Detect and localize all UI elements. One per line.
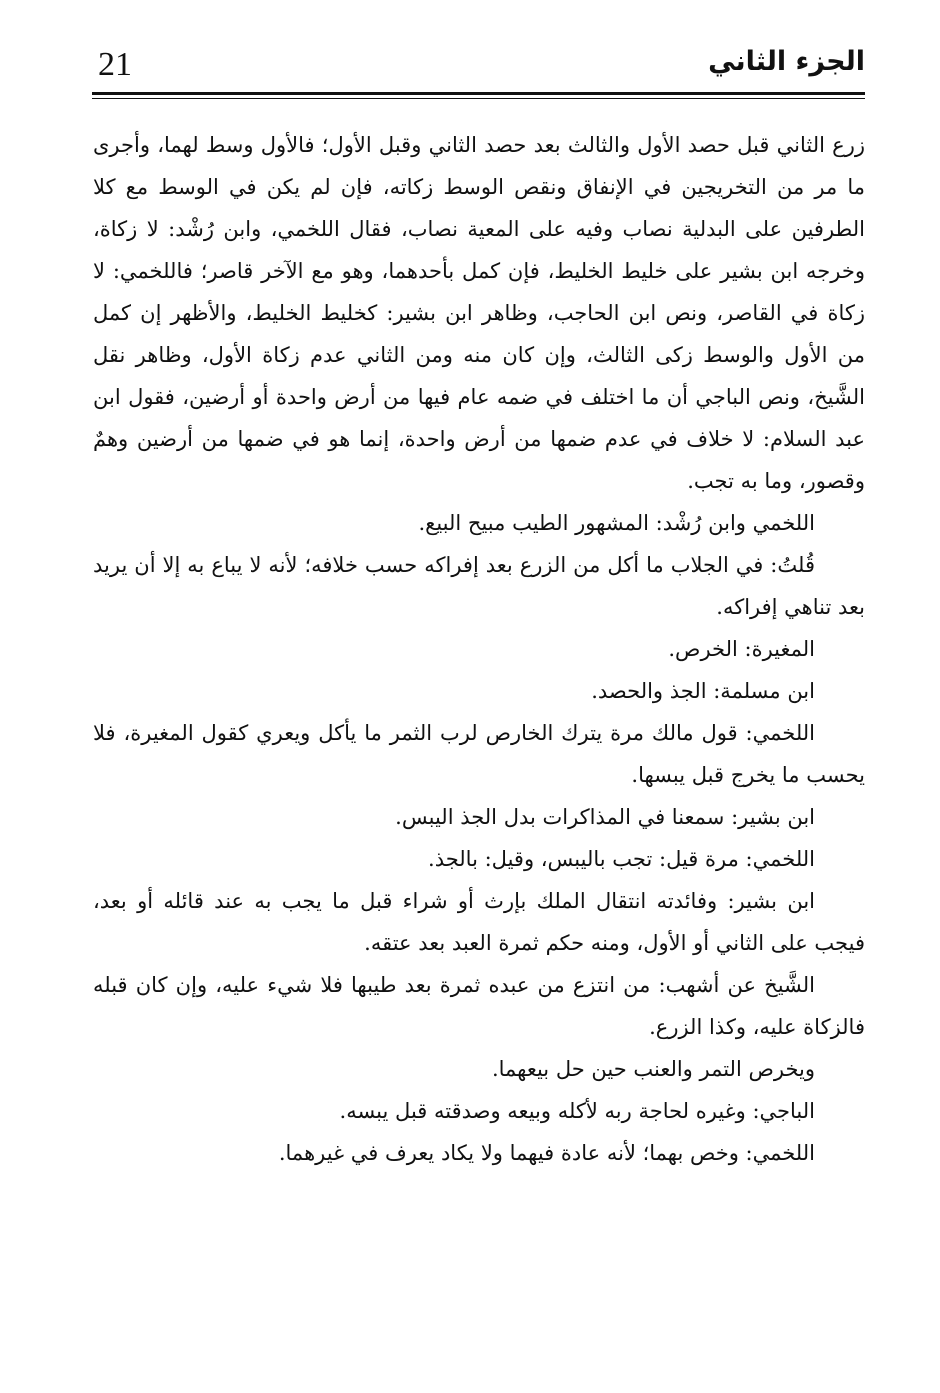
- running-title: الجزء الثاني: [708, 46, 865, 77]
- paragraph: اللخمي وابن رُشْد: المشهور الطيب مبيح البيع.: [418, 511, 815, 535]
- paragraph: اللخمي: مرة قيل: تجب باليبس، وقيل: بالجذ.: [428, 847, 815, 871]
- body-text: [93, 124, 865, 1174]
- paragraph: اللخمي: قول مالك مرة يترك الخارص لرب الثمر ما يأكل ويعري كقول المغيرة، فلا يحسب ما يخرج قبل يبسها.: [93, 721, 865, 787]
- page-number: 21: [98, 46, 132, 83]
- paragraph: الباجي: وغيره لحاجة ربه لأكله وبيعه وصدقته قبل يبسه.: [339, 1099, 815, 1123]
- paragraph: الشَّيخ عن أشهب: من انتزع من عبده ثمرة بعد طيبها فلا شيء عليه، وإن كان قبله فالزكاة عليه، وكذا الزرع.: [93, 973, 865, 1039]
- paragraph: ابن بشير: سمعنا في المذاكرات بدل الجذ اليبس.: [395, 805, 815, 829]
- paragraph: اللخمي: وخص بهما؛ لأنه عادة فيهما ولا يكاد يعرف في غيرهما.: [278, 1141, 815, 1165]
- paragraph: ابن بشير: وفائدته انتقال الملك بإرث أو شراء قبل ما يجب به عند قائله أو بعد، فيجب على الثاني أو الأول، ومنه حكم ثمرة العبد بعد عتقه.: [93, 889, 865, 955]
- paragraph: قُلتُ: في الجلاب ما أكل من الزرع بعد إفراكه حسب خلافه؛ لأنه لا يباع به إلا أن يريد بعد تناهي إفراكه.: [93, 553, 865, 619]
- paragraph: ويخرص التمر والعنب حين حل بيعهما.: [491, 1057, 815, 1081]
- paragraph: زرع الثاني قبل حصد الأول والثالث بعد حصد الثاني وقبل الأول؛ فالأول وسط لهما، وأجرى ما مر من التخريجين في الإنفاق ونقص الوسط زكاته، فإن لم يكن في الوسط مع كلا الطرفين على البدلية نصاب وفيه على المعية نصاب، فقال اللخمي، وابن رُشْد: لا زكاة، وخرجه ابن بشير على خليط الخليط، فإن كمل بأحدهما، وهو مع الآخر قاصر؛ فاللخمي: لا زكاة في القاصر، ونص ابن الحاجب، وظاهر ابن بشير: كخليط الخليط، والأظهر إن كمل من الأول والوسط زكى الثالث، وإن كان منه ومن الثاني عدم زكاة الأول، وظاهر نقل الشَّيخ، ونص الباجي أن ما اختلف في ضمه عام فيها من أرض واحدة أو أرضين، فقول ابن عبد السلام: لا خلاف في عدم ضمها من أرض واحدة، إنما هو في ضمها من أرضين وهمٌ وقصور، وما به تجب.: [93, 133, 865, 493]
- page-header: [90, 40, 865, 88]
- header-rule-thin: [92, 98, 865, 99]
- header-rule-thick: [92, 92, 865, 95]
- paragraph: المغيرة: الخرص.: [668, 637, 815, 661]
- paragraph: ابن مسلمة: الجذ والحصد.: [591, 679, 815, 703]
